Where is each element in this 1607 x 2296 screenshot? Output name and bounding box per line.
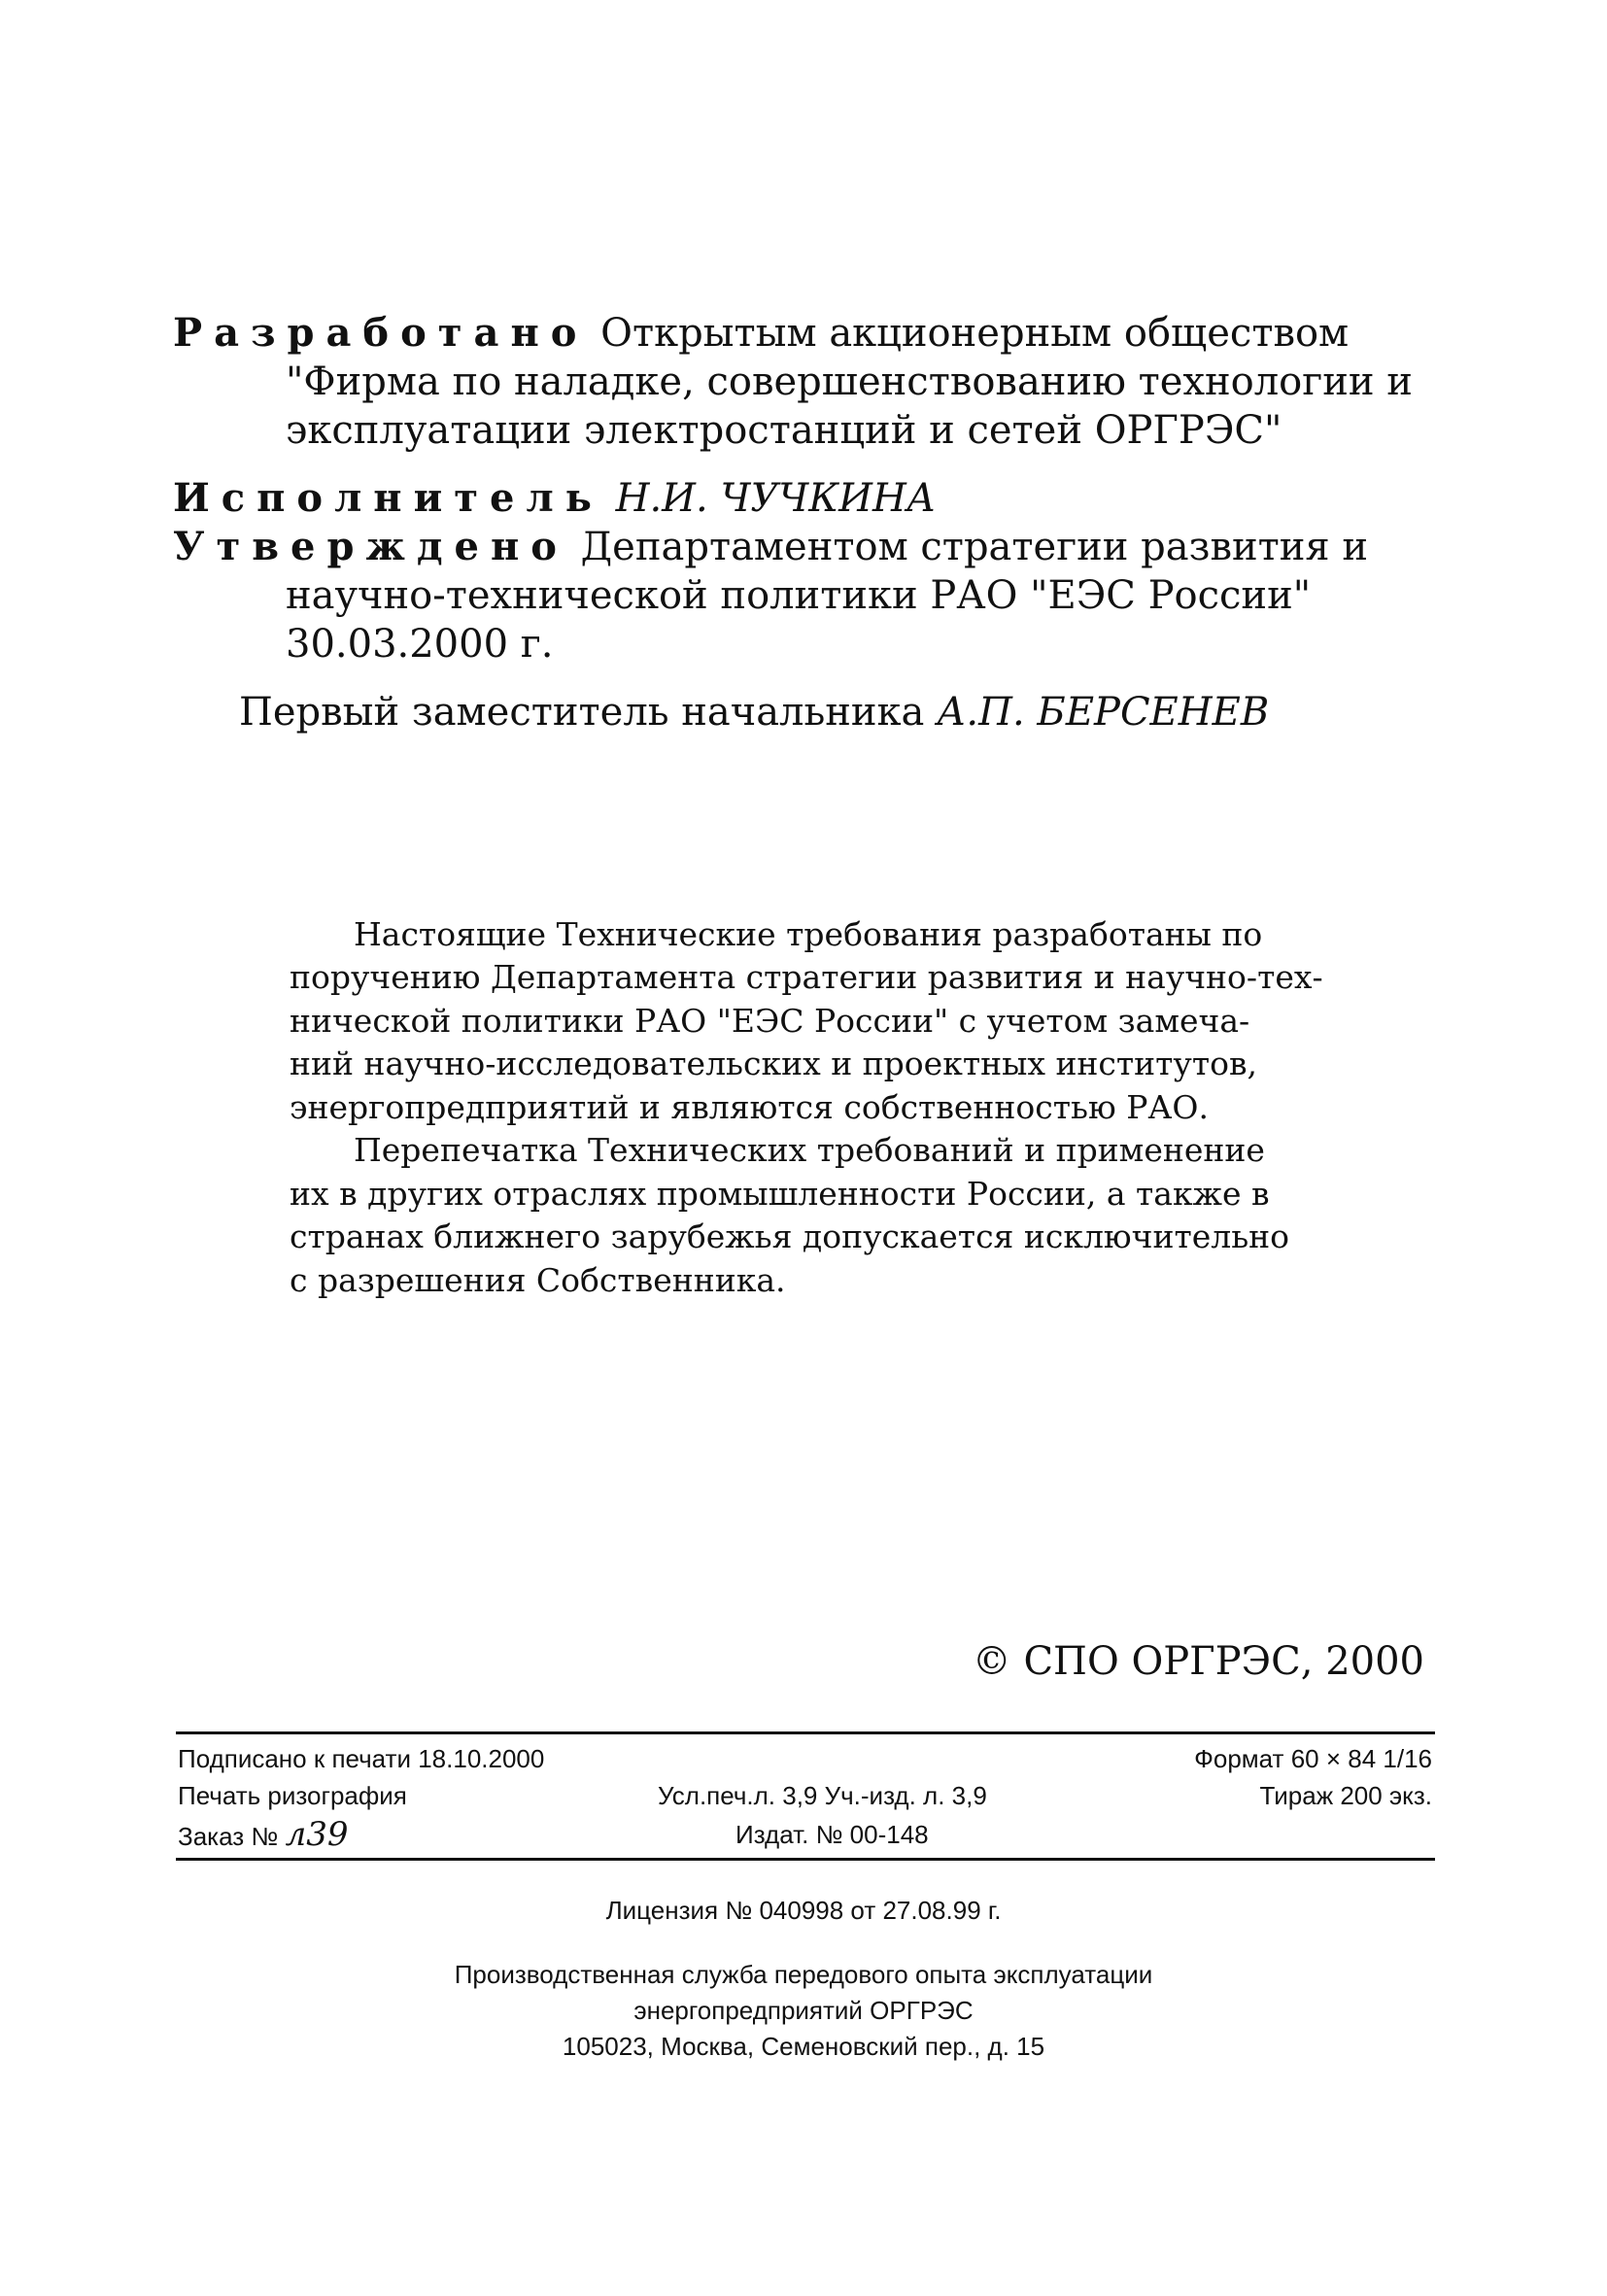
approved-date: 30.03.2000 г. bbox=[286, 622, 554, 667]
developed-text-2: "Фирма по наладке, совершенствованию технологии и bbox=[286, 360, 1413, 404]
notice-p1-line-4: ний научно-исследовательских и проектных институтов, bbox=[290, 1045, 1258, 1082]
developed-text-1: Открытым акционерным обществом bbox=[600, 311, 1350, 356]
imprint-top-rule bbox=[176, 1731, 1435, 1734]
notice-p2-line-4: с разрешения Собственника. bbox=[290, 1261, 786, 1299]
publisher-address: 105023, Москва, Семеновский пер., д. 15 bbox=[562, 2032, 1045, 2061]
approved-line-1 bbox=[173, 523, 1368, 571]
imprint-sheets: Усл.печ.л. 3,9 Уч.-изд. л. 3,9 bbox=[658, 1781, 987, 1810]
imprint-copies: Тираж 200 экз. bbox=[1259, 1781, 1432, 1810]
executor-name: Н.И. ЧУЧКИНА bbox=[615, 476, 937, 521]
executor-label: Исполнитель bbox=[173, 475, 603, 521]
license: Лицензия № 040998 от 27.08.99 г. bbox=[605, 1896, 1002, 1925]
order-number-handwritten: л39 bbox=[285, 1815, 349, 1854]
copyright: © СПО ОРГРЭС, 2000 bbox=[972, 1639, 1424, 1684]
publisher-line-2: энергопредприятий ОРГРЭС bbox=[633, 1996, 974, 2025]
deputy-line bbox=[239, 688, 1269, 737]
notice-p1-line-3: нической политики РАО "ЕЭС России" с учетом замеча- bbox=[290, 1002, 1250, 1040]
notice-p2-line-2: их в других отраслях промышленности России, а также в bbox=[290, 1175, 1270, 1213]
developed-text-3: эксплуатации электростанций и сетей ОРГРЭС" bbox=[286, 408, 1282, 453]
imprint-signed: Подписано к печати 18.10.2000 bbox=[178, 1744, 545, 1773]
imprint-bottom-rule bbox=[176, 1858, 1435, 1861]
notice-p2-line-3: странах ближнего зарубежья допускается исключительно bbox=[290, 1217, 1290, 1255]
imprint-order bbox=[178, 1817, 348, 1854]
approved-text-1: Департаментом стратегии развития и bbox=[580, 525, 1369, 569]
executor-line bbox=[173, 474, 936, 523]
notice-p2-line-1: Перепечатка Технических требований и применение bbox=[354, 1131, 1265, 1169]
imprint-print-type: Печать ризография bbox=[178, 1781, 407, 1810]
imprint-format: Формат 60 × 84 1/16 bbox=[1194, 1744, 1432, 1773]
publisher-line-1: Производственная служба передового опыта эксплуатации bbox=[454, 1960, 1153, 1989]
deputy-name: А.П. БЕРСЕНЕВ bbox=[937, 690, 1270, 735]
deputy-title: Первый заместитель начальника bbox=[239, 690, 925, 735]
imprint-publisher-no: Издат. № 00-148 bbox=[735, 1820, 929, 1849]
approved-label: Утверждено bbox=[173, 524, 568, 569]
notice-p1-line-5: энергопредприятий и являются собственностью РАО. bbox=[290, 1088, 1209, 1126]
developed-label: Разработано bbox=[173, 310, 589, 356]
notice-p1-line-1: Настоящие Технические требования разработаны по bbox=[354, 915, 1263, 953]
approved-text-2: научно-технической политики РАО "ЕЭС России" bbox=[286, 573, 1312, 618]
order-label: Заказ № bbox=[178, 1822, 279, 1851]
developed-line-1 bbox=[173, 309, 1349, 358]
notice-p1-line-2: поручению Департамента стратегии развития и научно-тех- bbox=[290, 958, 1323, 996]
